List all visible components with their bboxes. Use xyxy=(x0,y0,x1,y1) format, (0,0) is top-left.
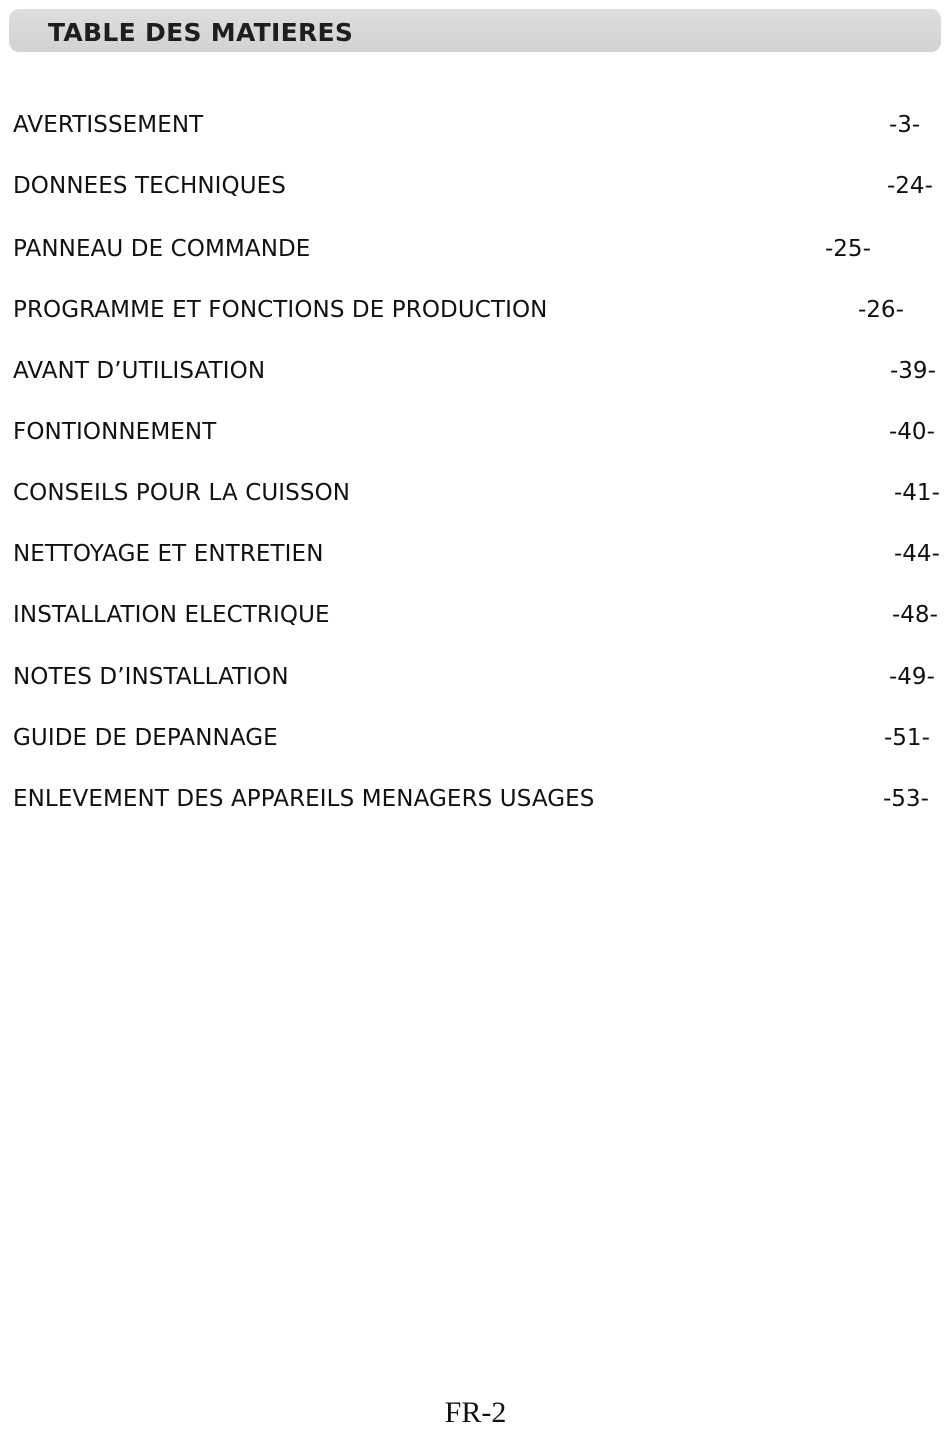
toc-entry-label: CONSEILS POUR LA CUISSON xyxy=(13,480,351,506)
toc-entry-page: -44- xyxy=(894,541,940,567)
toc-entry[interactable] xyxy=(0,477,951,509)
page-number: FR-2 xyxy=(444,1396,507,1429)
toc-entry[interactable] xyxy=(0,783,951,815)
toc-entry-page: -53- xyxy=(883,786,929,812)
toc-entry-page: -24- xyxy=(887,173,933,199)
toc-entry-page: -39- xyxy=(890,358,936,384)
toc-entry[interactable] xyxy=(0,294,951,326)
toc-entry[interactable] xyxy=(0,170,951,202)
toc-entry-label: GUIDE DE DEPANNAGE xyxy=(13,725,278,751)
toc-entry-page: -41- xyxy=(894,480,940,506)
toc-entry-page: -26- xyxy=(858,297,904,323)
toc-entry-label: NOTES D’INSTALLATION xyxy=(13,664,289,690)
toc-entry-page: -25- xyxy=(825,236,871,262)
toc-entry-label: DONNEES TECHNIQUES xyxy=(13,173,286,199)
page-title: TABLE DES MATIERES xyxy=(48,18,354,47)
toc-entry-page: -3- xyxy=(889,112,921,138)
toc-entry-label: FONTIONNEMENT xyxy=(13,419,217,445)
toc-entry[interactable] xyxy=(0,233,951,265)
toc-entry-label: ENLEVEMENT DES APPAREILS MENAGERS USAGES xyxy=(13,786,595,812)
toc-entry[interactable] xyxy=(0,355,951,387)
toc-entry-page: -49- xyxy=(889,664,935,690)
toc-entry-label: AVANT D’UTILISATION xyxy=(13,358,266,384)
toc-entry-page: -40- xyxy=(889,419,935,445)
toc-entry-label: INSTALLATION ELECTRIQUE xyxy=(13,602,330,628)
toc-entry-label: AVERTISSEMENT xyxy=(13,112,204,138)
toc-entry[interactable] xyxy=(0,416,951,448)
toc-entry[interactable] xyxy=(0,538,951,570)
toc-entry[interactable] xyxy=(0,661,951,693)
toc-entry[interactable] xyxy=(0,722,951,754)
toc-entry-page: -51- xyxy=(884,725,930,751)
toc-entry-label: PANNEAU DE COMMANDE xyxy=(13,236,311,262)
toc-entry-label: PROGRAMME ET FONCTIONS DE PRODUCTION xyxy=(13,297,548,323)
toc-entry[interactable] xyxy=(0,109,951,141)
toc-entry-label: NETTOYAGE ET ENTRETIEN xyxy=(13,541,324,567)
toc-entry-page: -48- xyxy=(892,602,938,628)
toc-entry[interactable] xyxy=(0,599,951,631)
